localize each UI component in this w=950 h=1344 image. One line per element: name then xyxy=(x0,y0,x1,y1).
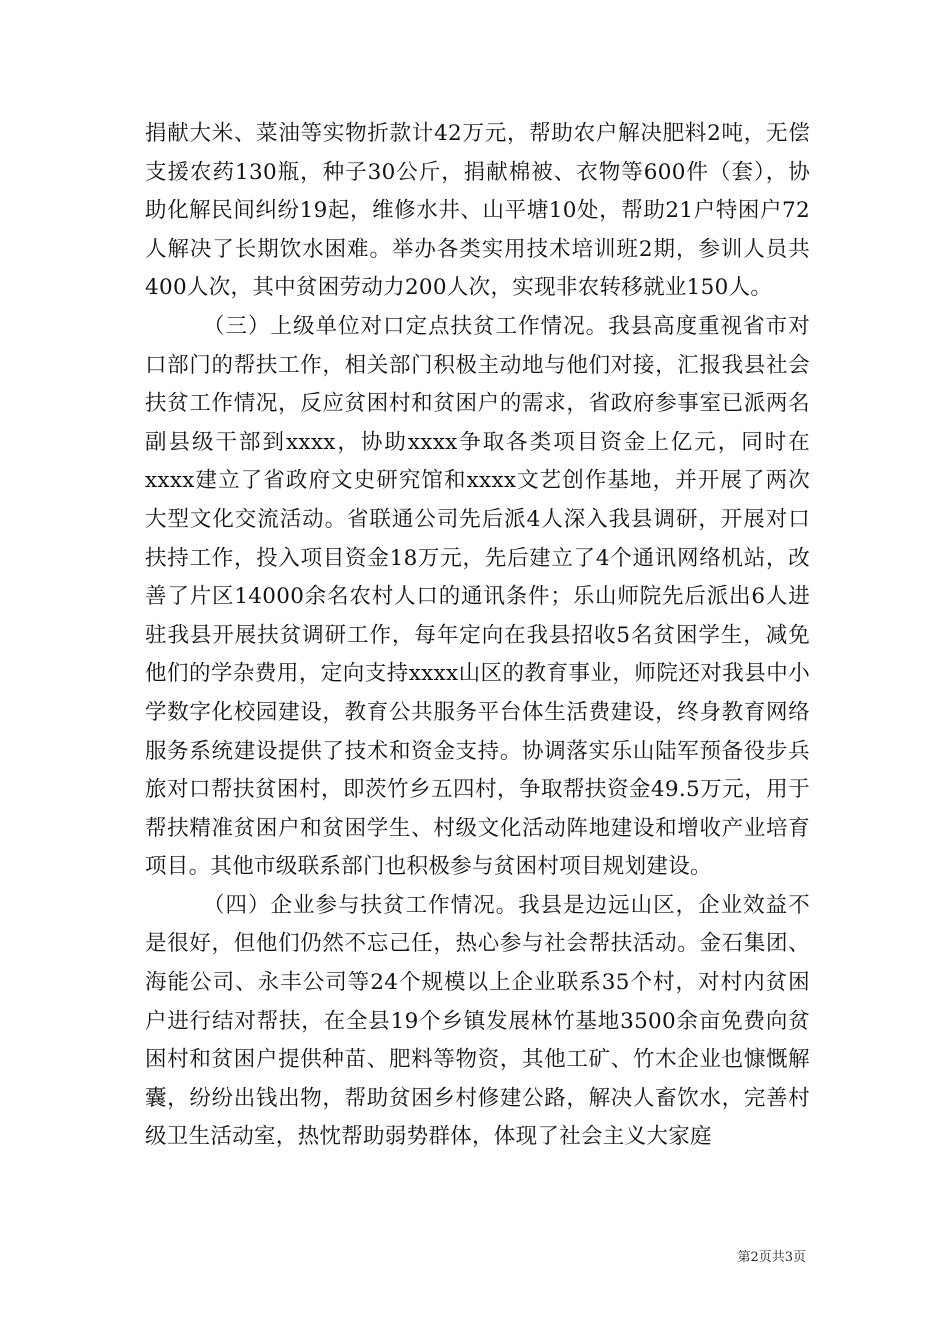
paragraph-section-four: （四）企业参与扶贫工作情况。我县是边远山区，企业效益不是很好，但他们仍然不忘己任，热心参与社会帮扶活动。金石集团、海能公司、永丰公司等24个规模以上企业联系35个村，对村内贫困户进行结对帮扶，在全县19个乡镇发展林竹基地3500余亩免费向贫困村和贫困户提供种苗、肥料等物资，其他工矿、竹木企业也慷慨解囊，纷纷出钱出物，帮助贫困乡村修建公路，解决人畜饮水，完善村级卫生活动室，热忱帮助弱势群体，体现了社会主义大家庭 xyxy=(145,892,810,1150)
page-number-footer: 第2页共3页 xyxy=(737,1250,806,1265)
paragraph-section-three: （三）上级单位对口定点扶贫工作情况。我县高度重视省市对口部门的帮扶工作，相关部门积极主动地与他们对接，汇报我县社会扶贫工作情况，反应贫困村和贫困户的需求，省政府参事室已派两名副县级干部到xxxx，协助xxxx争取各类项目资金上亿元，同时在xxxx建立了省政府文史研究馆和xxxx文艺创作基地，并开展了两次大型文化交流活动。省联通公司先后派4人深入我县调研，开展对口扶持工作，投入项目资金18万元，先后建立了4个通讯网络机站，改善了片区14000余名农村人口的通讯条件；乐山师院先后派出6人进驻我县开展扶贫调研工作，每年定向在我县招收5名贫困学生，减免他们的学杂费用，定向支持xxxx山区的教育事业，师院还对我县中小学数字化校园建设，教育公共服务平台体生活费建设，终身教育网络服务系统建设提供了技术和资金支持。协调落实乐山陆军预备役步兵旅对口帮扶贫困村，即茨竹乡五四村，争取帮扶资金49.5万元，用于帮扶精准贫困户和贫困学生、村级文化活动阵地建设和增收产业培育项目。其他市级联系部门也积极参与贫困村项目规划建设。 xyxy=(145,313,810,880)
paragraph-continuation: 捐献大米、菜油等实物折款计42万元，帮助农户解决肥料2吨，无偿支援农药130瓶，种子30公斤，捐献棉被、衣物等600件（套），协助化解民间纠纷19起，维修水井、山平塘10处，帮助21户特困户72人解决了长期饮水困难。举办各类实用技术培训班2期，参训人员共400人次，其中贫困劳动力200人次，实现非农转移就业150人。 xyxy=(145,121,810,301)
body-text xyxy=(145,115,810,1157)
